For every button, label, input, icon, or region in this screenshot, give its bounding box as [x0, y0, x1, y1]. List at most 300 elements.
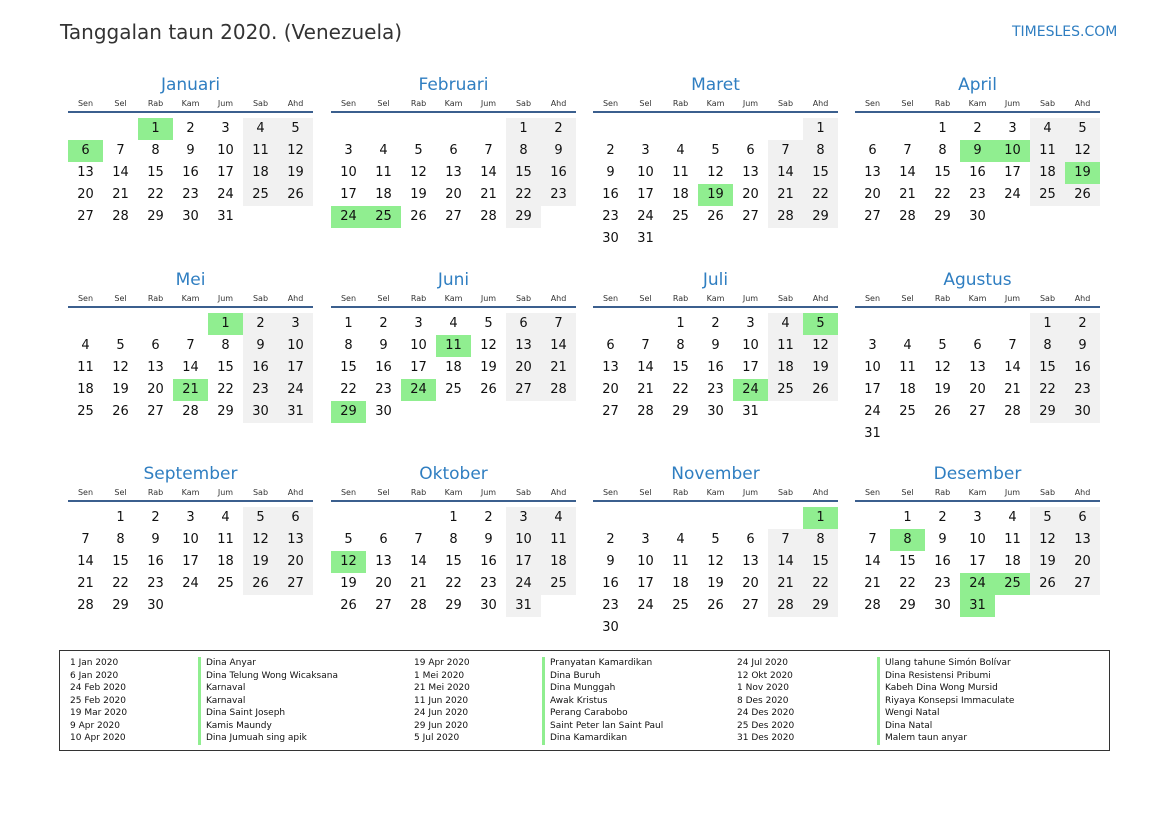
day-cell: 7 [868, 532, 877, 547]
day-cell: 3 [973, 510, 982, 525]
day-cell: 17 [742, 360, 759, 375]
holiday-name: Dina Saint Joseph [198, 707, 338, 720]
weekday-label: Sen [340, 488, 357, 497]
day-cell: 11 [243, 140, 278, 162]
weekday-label: Sab [515, 488, 532, 497]
weekday-header [68, 97, 313, 113]
day-cell: 19 [480, 360, 497, 375]
day-cell: 2 [484, 510, 493, 525]
day-cell: 18 [672, 187, 689, 202]
day-cell: 9 [186, 143, 195, 158]
day-cell: 14 [864, 554, 881, 569]
day-cell: 2 [379, 316, 388, 331]
weekday-label: Kam [968, 294, 987, 303]
empty-cell [401, 507, 436, 529]
weekday-header [855, 97, 1100, 113]
day-cell: 10 [410, 338, 427, 353]
empty-cell [68, 313, 103, 335]
day-cell: 29 [445, 598, 462, 613]
empty-cell [855, 118, 890, 140]
day-cell: 10 [340, 165, 357, 180]
empty-cell [768, 507, 803, 529]
day-cell: 18 [217, 554, 234, 569]
day-cell: 27 [506, 379, 541, 401]
month-name: Agustus [943, 270, 1012, 290]
empty-cell [628, 118, 663, 140]
day-cell: 12 [707, 554, 724, 569]
day-cell: 4 [903, 338, 912, 353]
day-cell: 12 [480, 338, 497, 353]
day-cell: 5 [938, 338, 947, 353]
day-cell: 13 [602, 360, 619, 375]
weekday-label: Sel [377, 294, 390, 303]
weekday-label: Ahd [812, 99, 829, 108]
day-cell: 12 [934, 360, 951, 375]
day-cell: 6 [379, 532, 388, 547]
page-title: Tanggalan taun 2020. (Venezuela) [60, 20, 403, 44]
empty-cell [995, 313, 1030, 335]
holiday-name: Pranyatan Kamardikan [542, 657, 663, 670]
legend-date-column [414, 657, 470, 745]
empty-cell [68, 507, 103, 529]
weekday-label: Rab [410, 488, 427, 497]
legend-date-column [70, 657, 127, 745]
day-cell: 25 [217, 576, 234, 591]
day-cell: 14 [768, 551, 803, 573]
day-cell: 31 [278, 401, 313, 423]
day-cell: 25 [1030, 184, 1065, 206]
day-cell: 22 [217, 382, 234, 397]
day-cell: 20 [602, 382, 619, 397]
weekday-label: Ahd [550, 99, 567, 108]
month-calendar [68, 463, 313, 617]
day-cell: 13 [77, 165, 94, 180]
day-cell: 27 [278, 573, 313, 595]
day-cell: 1 [803, 118, 838, 140]
day-cell: 1 [938, 121, 947, 136]
day-cell: 10 [969, 532, 986, 547]
empty-cell [593, 118, 628, 140]
weekday-label: Sen [340, 99, 357, 108]
holiday-date: 21 Mei 2020 [414, 683, 470, 693]
holiday-day-cell: 6 [68, 140, 103, 162]
holiday-name: Dina Jumuah sing apik [198, 732, 338, 745]
holiday-day-cell: 25 [995, 573, 1030, 595]
weekday-label: Sab [515, 294, 532, 303]
day-cell: 1 [344, 316, 353, 331]
day-cell: 9 [938, 532, 947, 547]
weekday-label: Sen [602, 99, 619, 108]
holiday-day-cell: 10 [995, 140, 1030, 162]
weekday-header [855, 292, 1100, 308]
day-cell: 7 [541, 313, 576, 335]
holiday-name: Dina Kamardikan [542, 732, 663, 745]
day-cell: 16 [243, 357, 278, 379]
day-cell: 26 [934, 404, 951, 419]
day-cell: 21 [112, 187, 129, 202]
weekday-label: Rab [672, 294, 689, 303]
day-cell: 15 [934, 165, 951, 180]
day-cell: 19 [803, 357, 838, 379]
day-cell: 26 [803, 379, 838, 401]
holiday-date: 1 Jan 2020 [70, 658, 119, 668]
holiday-date: 25 Feb 2020 [70, 695, 127, 706]
weekday-label: Ahd [287, 99, 304, 108]
weekday-label: Sen [864, 488, 881, 497]
day-cell: 23 [182, 187, 199, 202]
day-cell: 4 [379, 143, 388, 158]
day-cell: 8 [506, 140, 541, 162]
day-cell: 5 [344, 532, 353, 547]
day-cell: 12 [243, 529, 278, 551]
day-cell: 24 [637, 209, 654, 224]
day-cell: 4 [81, 338, 90, 353]
day-cell: 28 [768, 206, 803, 228]
day-cell: 1 [116, 510, 125, 525]
day-cell: 20 [77, 187, 94, 202]
day-cell: 17 [864, 382, 881, 397]
weekday-label: Sel [114, 99, 127, 108]
day-cell: 19 [934, 382, 951, 397]
holiday-name: Kabeh Dina Wong Mursid [877, 682, 1014, 695]
holiday-day-cell: 11 [436, 335, 471, 357]
day-cell: 22 [147, 187, 164, 202]
day-cell: 20 [742, 576, 759, 591]
day-cell: 19 [707, 576, 724, 591]
month-name: Oktober [419, 464, 488, 484]
day-cell: 20 [742, 187, 759, 202]
day-cell: 24 [637, 598, 654, 613]
day-grid [68, 313, 313, 423]
day-cell: 4 [541, 507, 576, 529]
day-cell: 20 [969, 382, 986, 397]
holiday-date: 8 Des 2020 [737, 695, 789, 706]
day-cell: 5 [116, 338, 125, 353]
weekday-label: Ahd [1074, 99, 1091, 108]
day-cell: 18 [672, 576, 689, 591]
day-cell: 26 [707, 598, 724, 613]
day-cell: 2 [541, 118, 576, 140]
holiday-day-cell: 19 [698, 184, 733, 206]
empty-cell [960, 313, 995, 335]
day-cell: 29 [934, 209, 951, 224]
day-cell: 17 [182, 554, 199, 569]
day-cell: 16 [934, 554, 951, 569]
day-cell: 13 [278, 529, 313, 551]
weekday-label: Jum [217, 99, 234, 108]
day-cell: 26 [1065, 184, 1100, 206]
day-cell: 7 [641, 338, 650, 353]
day-cell: 5 [711, 143, 720, 158]
day-cell: 29 [112, 598, 129, 613]
day-cell: 5 [414, 143, 423, 158]
day-cell: 18 [375, 187, 392, 202]
day-cell: 14 [480, 165, 497, 180]
day-cell: 17 [217, 165, 234, 180]
day-cell: 23 [243, 379, 278, 401]
weekday-header [331, 97, 576, 113]
day-cell: 9 [1065, 335, 1100, 357]
weekday-label: Rab [672, 488, 689, 497]
day-cell: 23 [375, 382, 392, 397]
day-cell: 14 [182, 360, 199, 375]
month-name: Mei [175, 270, 206, 290]
day-cell: 11 [77, 360, 94, 375]
day-cell: 15 [899, 554, 916, 569]
day-cell: 26 [340, 598, 357, 613]
day-cell: 8 [116, 532, 125, 547]
day-cell: 2 [186, 121, 195, 136]
day-cell: 26 [480, 382, 497, 397]
day-cell: 21 [1004, 382, 1021, 397]
day-cell: 29 [672, 404, 689, 419]
day-cell: 12 [1065, 140, 1100, 162]
day-cell: 10 [278, 335, 313, 357]
day-cell: 16 [541, 162, 576, 184]
day-cell: 4 [676, 143, 685, 158]
day-cell: 30 [480, 598, 497, 613]
day-cell: 28 [541, 379, 576, 401]
day-cell: 10 [182, 532, 199, 547]
day-cell: 1 [903, 510, 912, 525]
day-cell: 11 [217, 532, 234, 547]
empty-cell [890, 118, 925, 140]
day-cell: 18 [899, 382, 916, 397]
day-cell: 4 [243, 118, 278, 140]
weekday-label: Sab [515, 99, 532, 108]
month-calendar [855, 463, 1100, 617]
day-cell: 17 [278, 357, 313, 379]
day-cell: 25 [243, 184, 278, 206]
weekday-label: Rab [147, 99, 164, 108]
empty-cell [331, 118, 366, 140]
day-cell: 23 [969, 187, 986, 202]
weekday-label: Jum [742, 488, 759, 497]
day-cell: 29 [803, 595, 838, 617]
day-cell: 25 [445, 382, 462, 397]
day-cell: 4 [449, 316, 458, 331]
holiday-name: Kamis Maundy [198, 720, 338, 733]
day-cell: 28 [182, 404, 199, 419]
day-cell: 28 [112, 209, 129, 224]
day-cell: 30 [707, 404, 724, 419]
holiday-date: 31 Des 2020 [737, 733, 795, 743]
holiday-day-cell: 5 [803, 313, 838, 335]
day-cell: 17 [969, 554, 986, 569]
weekday-label: Sab [777, 488, 794, 497]
day-cell: 11 [768, 335, 803, 357]
day-grid [68, 118, 313, 228]
day-grid [331, 118, 576, 228]
day-cell: 6 [746, 143, 755, 158]
day-cell: 17 [637, 576, 654, 591]
day-cell: 15 [112, 554, 129, 569]
month-name: April [958, 75, 997, 95]
day-cell: 21 [768, 573, 803, 595]
day-cell: 9 [541, 140, 576, 162]
weekday-label: Sab [777, 99, 794, 108]
day-cell: 29 [147, 209, 164, 224]
weekday-label: Jum [742, 99, 759, 108]
day-cell: 11 [1004, 532, 1021, 547]
day-cell: 8 [1030, 335, 1065, 357]
day-cell: 16 [1065, 357, 1100, 379]
day-cell: 13 [864, 165, 881, 180]
day-cell: 5 [711, 532, 720, 547]
holiday-day-cell: 9 [960, 140, 995, 162]
month-calendar [68, 269, 313, 423]
day-cell: 3 [641, 143, 650, 158]
holiday-name: Dina Buruh [542, 670, 663, 683]
day-cell: 7 [768, 529, 803, 551]
day-cell: 10 [217, 143, 234, 158]
day-cell: 3 [221, 121, 230, 136]
weekday-label: Ahd [287, 488, 304, 497]
day-cell: 23 [541, 184, 576, 206]
day-cell: 15 [340, 360, 357, 375]
weekday-label: Sel [901, 294, 914, 303]
day-cell: 7 [768, 140, 803, 162]
day-cell: 27 [77, 209, 94, 224]
day-cell: 28 [1004, 404, 1021, 419]
day-cell: 3 [868, 338, 877, 353]
empty-cell [663, 118, 698, 140]
weekday-label: Ahd [1074, 488, 1091, 497]
day-cell: 6 [151, 338, 160, 353]
holiday-date: 24 Des 2020 [737, 708, 795, 718]
day-cell: 16 [182, 165, 199, 180]
day-cell: 29 [506, 206, 541, 228]
day-cell: 6 [868, 143, 877, 158]
weekday-header [593, 292, 838, 308]
empty-cell [436, 118, 471, 140]
holiday-name: Awak Kristus [542, 695, 663, 708]
day-cell: 31 [637, 231, 654, 246]
day-cell: 5 [484, 316, 493, 331]
day-cell: 23 [602, 209, 619, 224]
weekday-label: Sab [1039, 294, 1056, 303]
day-cell: 23 [147, 576, 164, 591]
weekday-label: Sen [77, 99, 94, 108]
day-cell: 6 [506, 313, 541, 335]
day-cell: 20 [506, 357, 541, 379]
day-cell: 1 [506, 118, 541, 140]
day-cell: 11 [672, 554, 689, 569]
holiday-name: Dina Resistensi Pribumi [877, 670, 1014, 683]
day-cell: 2 [938, 510, 947, 525]
weekday-label: Kam [181, 294, 200, 303]
day-cell: 24 [182, 576, 199, 591]
holiday-date: 19 Apr 2020 [414, 658, 470, 668]
day-cell: 7 [81, 532, 90, 547]
day-cell: 7 [484, 143, 493, 158]
weekday-label: Sen [77, 488, 94, 497]
day-cell: 3 [746, 316, 755, 331]
month-calendar [331, 269, 576, 423]
day-cell: 17 [1004, 165, 1021, 180]
holiday-date: 6 Jan 2020 [70, 670, 119, 681]
weekday-label: Ahd [550, 488, 567, 497]
holiday-day-cell: 31 [960, 595, 995, 617]
day-cell: 12 [278, 140, 313, 162]
day-cell: 27 [602, 404, 619, 419]
brand-link[interactable]: TIMESLES.COM [1012, 24, 1118, 40]
day-cell: 1 [1030, 313, 1065, 335]
month-name: Desember [933, 464, 1022, 484]
day-cell: 19 [1030, 551, 1065, 573]
day-cell: 21 [77, 576, 94, 591]
day-cell: 4 [768, 313, 803, 335]
holiday-date: 9 Apr 2020 [70, 720, 120, 731]
day-cell: 15 [672, 360, 689, 375]
day-cell: 7 [186, 338, 195, 353]
day-cell: 24 [217, 187, 234, 202]
weekday-label: Sen [864, 99, 881, 108]
day-cell: 8 [221, 338, 230, 353]
day-cell: 30 [602, 620, 619, 635]
weekday-label: Ahd [812, 294, 829, 303]
day-cell: 13 [445, 165, 462, 180]
day-cell: 25 [899, 404, 916, 419]
day-cell: 30 [243, 401, 278, 423]
weekday-header [593, 486, 838, 502]
day-cell: 13 [742, 554, 759, 569]
empty-cell [733, 507, 768, 529]
day-cell: 28 [637, 404, 654, 419]
day-cell: 18 [1004, 554, 1021, 569]
holiday-date: 10 Apr 2020 [70, 733, 126, 743]
empty-cell [173, 313, 208, 335]
holiday-name: Perang Carabobo [542, 707, 663, 720]
weekday-label: Sen [602, 294, 619, 303]
day-cell: 14 [768, 162, 803, 184]
day-grid [331, 313, 576, 423]
day-cell: 11 [1030, 140, 1065, 162]
legend-name-column [542, 657, 663, 745]
day-cell: 4 [1008, 510, 1017, 525]
day-cell: 24 [864, 404, 881, 419]
month-name: Maret [691, 75, 740, 95]
day-cell: 13 [742, 165, 759, 180]
weekday-label: Sel [377, 488, 390, 497]
day-cell: 9 [151, 532, 160, 547]
day-cell: 9 [606, 165, 615, 180]
day-cell: 6 [606, 338, 615, 353]
holiday-name: Dina Telung Wong Wicaksana [198, 670, 338, 683]
weekday-label: Jum [742, 294, 759, 303]
day-cell: 21 [541, 357, 576, 379]
weekday-label: Kam [968, 488, 987, 497]
day-cell: 30 [1065, 401, 1100, 423]
day-cell: 12 [1030, 529, 1065, 551]
weekday-label: Sen [864, 294, 881, 303]
weekday-label: Rab [672, 99, 689, 108]
day-grid [855, 118, 1100, 228]
holiday-day-cell: 1 [208, 313, 243, 335]
day-cell: 2 [243, 313, 278, 335]
day-cell: 12 [707, 165, 724, 180]
day-cell: 29 [217, 404, 234, 419]
day-cell: 2 [606, 143, 615, 158]
day-cell: 21 [864, 576, 881, 591]
day-cell: 14 [637, 360, 654, 375]
day-cell: 7 [116, 143, 125, 158]
day-cell: 28 [768, 595, 803, 617]
day-cell: 27 [375, 598, 392, 613]
day-cell: 22 [934, 187, 951, 202]
holiday-date: 24 Jul 2020 [737, 658, 788, 668]
day-cell: 8 [938, 143, 947, 158]
